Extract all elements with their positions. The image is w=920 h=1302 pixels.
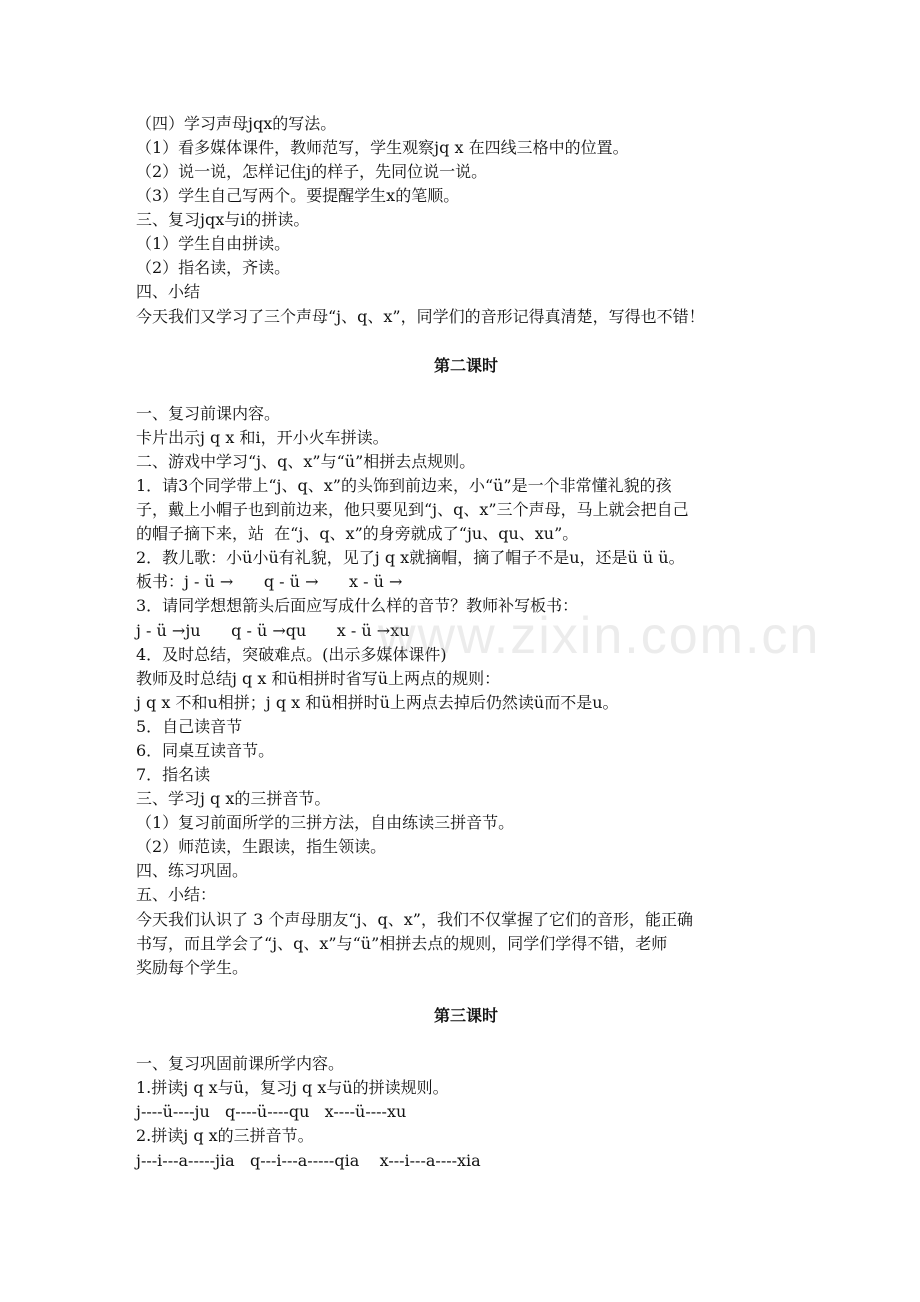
text-line: 三、学习j q x的三拼音节。 (136, 789, 331, 808)
text-line: （3）学生自己写两个。要提醒学生x的笔顺。 (136, 186, 460, 205)
text-line: （2）师范读，生跟读，指生领读。 (136, 837, 387, 856)
text-line: 4．及时总结，突破难点。(出示多媒体课件) (136, 645, 447, 664)
text-line: 今天我们又学习了三个声母“j、q、x”，同学们的音形记得真清楚，写得也不错！ (136, 307, 705, 326)
text-line: 子，戴上小帽子也到前边来，他只要见到“j、q、x”三个声母，马上就会把自己 (136, 500, 689, 519)
text-line: 7．指名读 (136, 765, 211, 784)
text-line: （四）学习声母jqx的写法。 (136, 114, 337, 133)
text-line: 四、小结 (136, 282, 201, 301)
text-line: j q x 不和u相拼；j q x 和ü相拼时ü上两点去掉后仍然读ü而不是u。 (136, 693, 619, 712)
text-line: 的帽子摘下来，站 在“j、q、x”的身旁就成了“ju、qu、xu”。 (136, 524, 579, 543)
text-line: 3．请同学想想箭头后面应写成什么样的音节？教师补写板书： (136, 596, 579, 615)
text-line: 一、复习前课内容。 (136, 404, 281, 423)
text-line: （1）复习前面所学的三拼方法，自由练读三拼音节。 (136, 813, 515, 832)
text-line: 6．同桌互读音节。 (136, 741, 275, 760)
text-line: 卡片出示j q x 和i，开小火车拼读。 (136, 428, 389, 447)
text-line: 板书：j - ü → q - ü → x - ü → (136, 572, 403, 591)
text-line: 2.拼读j q x的三拼音节。 (136, 1126, 314, 1145)
text-line: （2）指名读，齐读。 (136, 258, 291, 277)
text-line: 2．教儿歌：小ü小ü有礼貌，见了j q x就摘帽，摘了帽子不是u，还是ü ü ü。 (136, 548, 685, 567)
text-line: 今天我们认识了 3 个声母朋友“j、q、x”，我们不仅掌握了它们的音形，能正确 (136, 910, 693, 929)
text-line: （2）说一说，怎样记住j的样子，先同位说一说。 (136, 162, 488, 181)
watermark: www.zixin.com.cn (378, 607, 821, 665)
text-line: 教师及时总结j q x 和ü相拼时省写ü上两点的规则： (136, 669, 501, 688)
text-line: （1）看多媒体课件，教师范写，学生观察jq x 在四线三格中的位置。 (136, 138, 629, 157)
text-line: 二、游戏中学习“j、q、x”与“ü”相拼去点规则。 (136, 452, 476, 471)
text-line: 1．请3个同学带上“j、q、x”的头饰到前边来，小“ü”是一个非常懂礼貌的孩 (136, 476, 672, 495)
text-line: 四、练习巩固。 (136, 861, 249, 880)
text-line: 5．自己读音节 (136, 717, 243, 736)
section-heading-2: 第二课时 (433, 356, 498, 375)
text-line: （1）学生自由拼读。 (136, 234, 291, 253)
text-line: 三、复习jqx与i的拼读。 (136, 210, 310, 229)
text-line: j---i---a-----jia q---i---a-----qia x---i---a----xia (136, 1151, 481, 1170)
text-line: 五、小结： (136, 885, 217, 904)
text-line: j - ü →ju q - ü →qu x - ü →xu (136, 621, 410, 640)
section-heading-3: 第三课时 (433, 1006, 498, 1025)
text-line: 一、复习巩固前课所学内容。 (136, 1054, 345, 1073)
text-line: 1.拼读j q x与ü，复习j q x与ü的拼读规则。 (136, 1078, 449, 1097)
text-line: 书写，而且学会了“j、q、x”与“ü”相拼去点的规则，同学们学得不错，老师 (136, 934, 668, 953)
text-line: 奖励每个学生。 (136, 958, 249, 977)
text-line: j----ü----ju q----ü----qu x----ü----xu (136, 1102, 407, 1121)
